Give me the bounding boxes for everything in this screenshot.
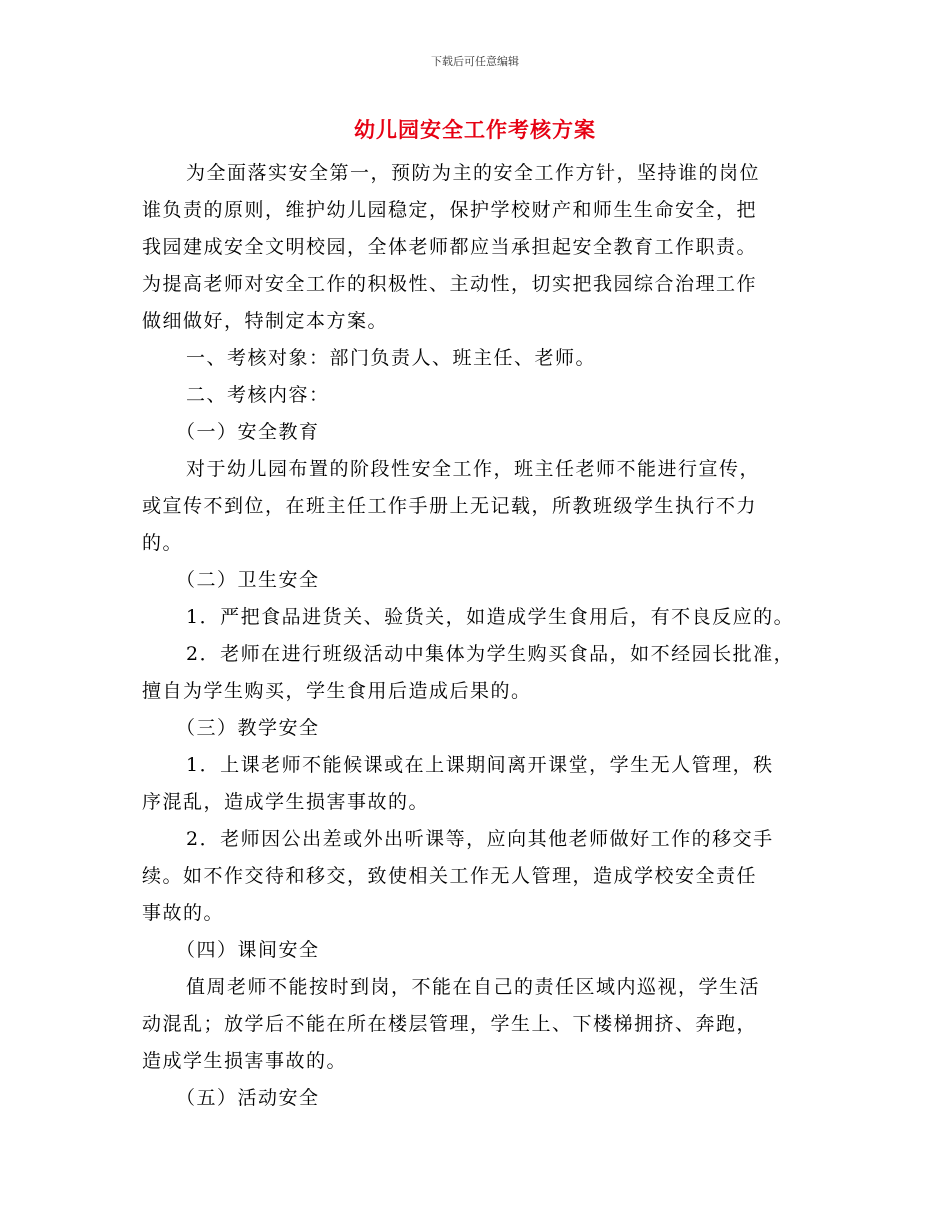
subsection-heading: （二）卫生安全 — [176, 569, 320, 591]
page-header-note: 下载后可任意编辑 — [431, 55, 519, 68]
paragraph-line: 我园建成安全文明校园，全体老师都应当承担起安全教育工作职责。 — [142, 236, 758, 258]
paragraph-line: 为全面落实安全第一，预防为主的安全工作方针，坚持谁的岗位 — [186, 162, 761, 184]
document-body — [142, 158, 822, 1120]
paragraph-line: 对于幼儿园布置的阶段性安全工作，班主任老师不能进行宣传， — [186, 458, 761, 480]
list-item: 2．老师在进行班级活动中集体为学生购买食品，如不经园长批准， — [186, 643, 795, 665]
paragraph-line: 做细做好，特制定本方案。 — [142, 310, 389, 332]
list-item: 2．老师因公出差或外出听课等，应向其他老师做好工作的移交手 — [186, 828, 774, 850]
paragraph-line: 谁负责的原则，维护幼儿园稳定，保护学校财产和师生生命安全，把 — [142, 199, 758, 221]
subsection-heading: （一）安全教育 — [176, 421, 320, 443]
paragraph-line: 值周老师不能按时到岗，不能在自己的责任区域内巡视，学生活 — [186, 976, 761, 998]
document-title: 幼儿园安全工作考核方案 — [354, 117, 596, 142]
paragraph-line: 事故的。 — [142, 902, 225, 924]
list-item: 1．严把食品进货关、验货关，如造成学生食用后，有不良反应的。 — [186, 606, 795, 628]
section-heading: 二、考核内容： — [186, 384, 330, 406]
paragraph-line: 擅自为学生购买，学生食用后造成后果的。 — [142, 680, 532, 702]
subsection-heading: （三）教学安全 — [176, 717, 320, 739]
paragraph-line: 序混乱，造成学生损害事故的。 — [142, 791, 430, 813]
section-heading: 一、考核对象：部门负责人、班主任、老师。 — [186, 347, 597, 369]
subsection-heading: （五）活动安全 — [176, 1087, 320, 1109]
paragraph-line: 动混乱；放学后不能在所在楼层管理，学生上、下楼梯拥挤、奔跑， — [142, 1013, 758, 1035]
paragraph-line: 的。 — [142, 532, 184, 554]
paragraph-line: 为提高老师对安全工作的积极性、主动性，切实把我园综合治理工作 — [142, 273, 758, 295]
paragraph-line: 或宣传不到位，在班主任工作手册上无记载，所教班级学生执行不力 — [142, 495, 758, 517]
paragraph-line: 续。如不作交待和移交，致使相关工作无人管理，造成学校安全责任 — [142, 865, 758, 887]
subsection-heading: （四）课间安全 — [176, 939, 320, 961]
paragraph-line: 造成学生损害事故的。 — [142, 1050, 348, 1072]
list-item: 1．上课老师不能候课或在上课期间离开课堂，学生无人管理，秩 — [186, 754, 774, 776]
